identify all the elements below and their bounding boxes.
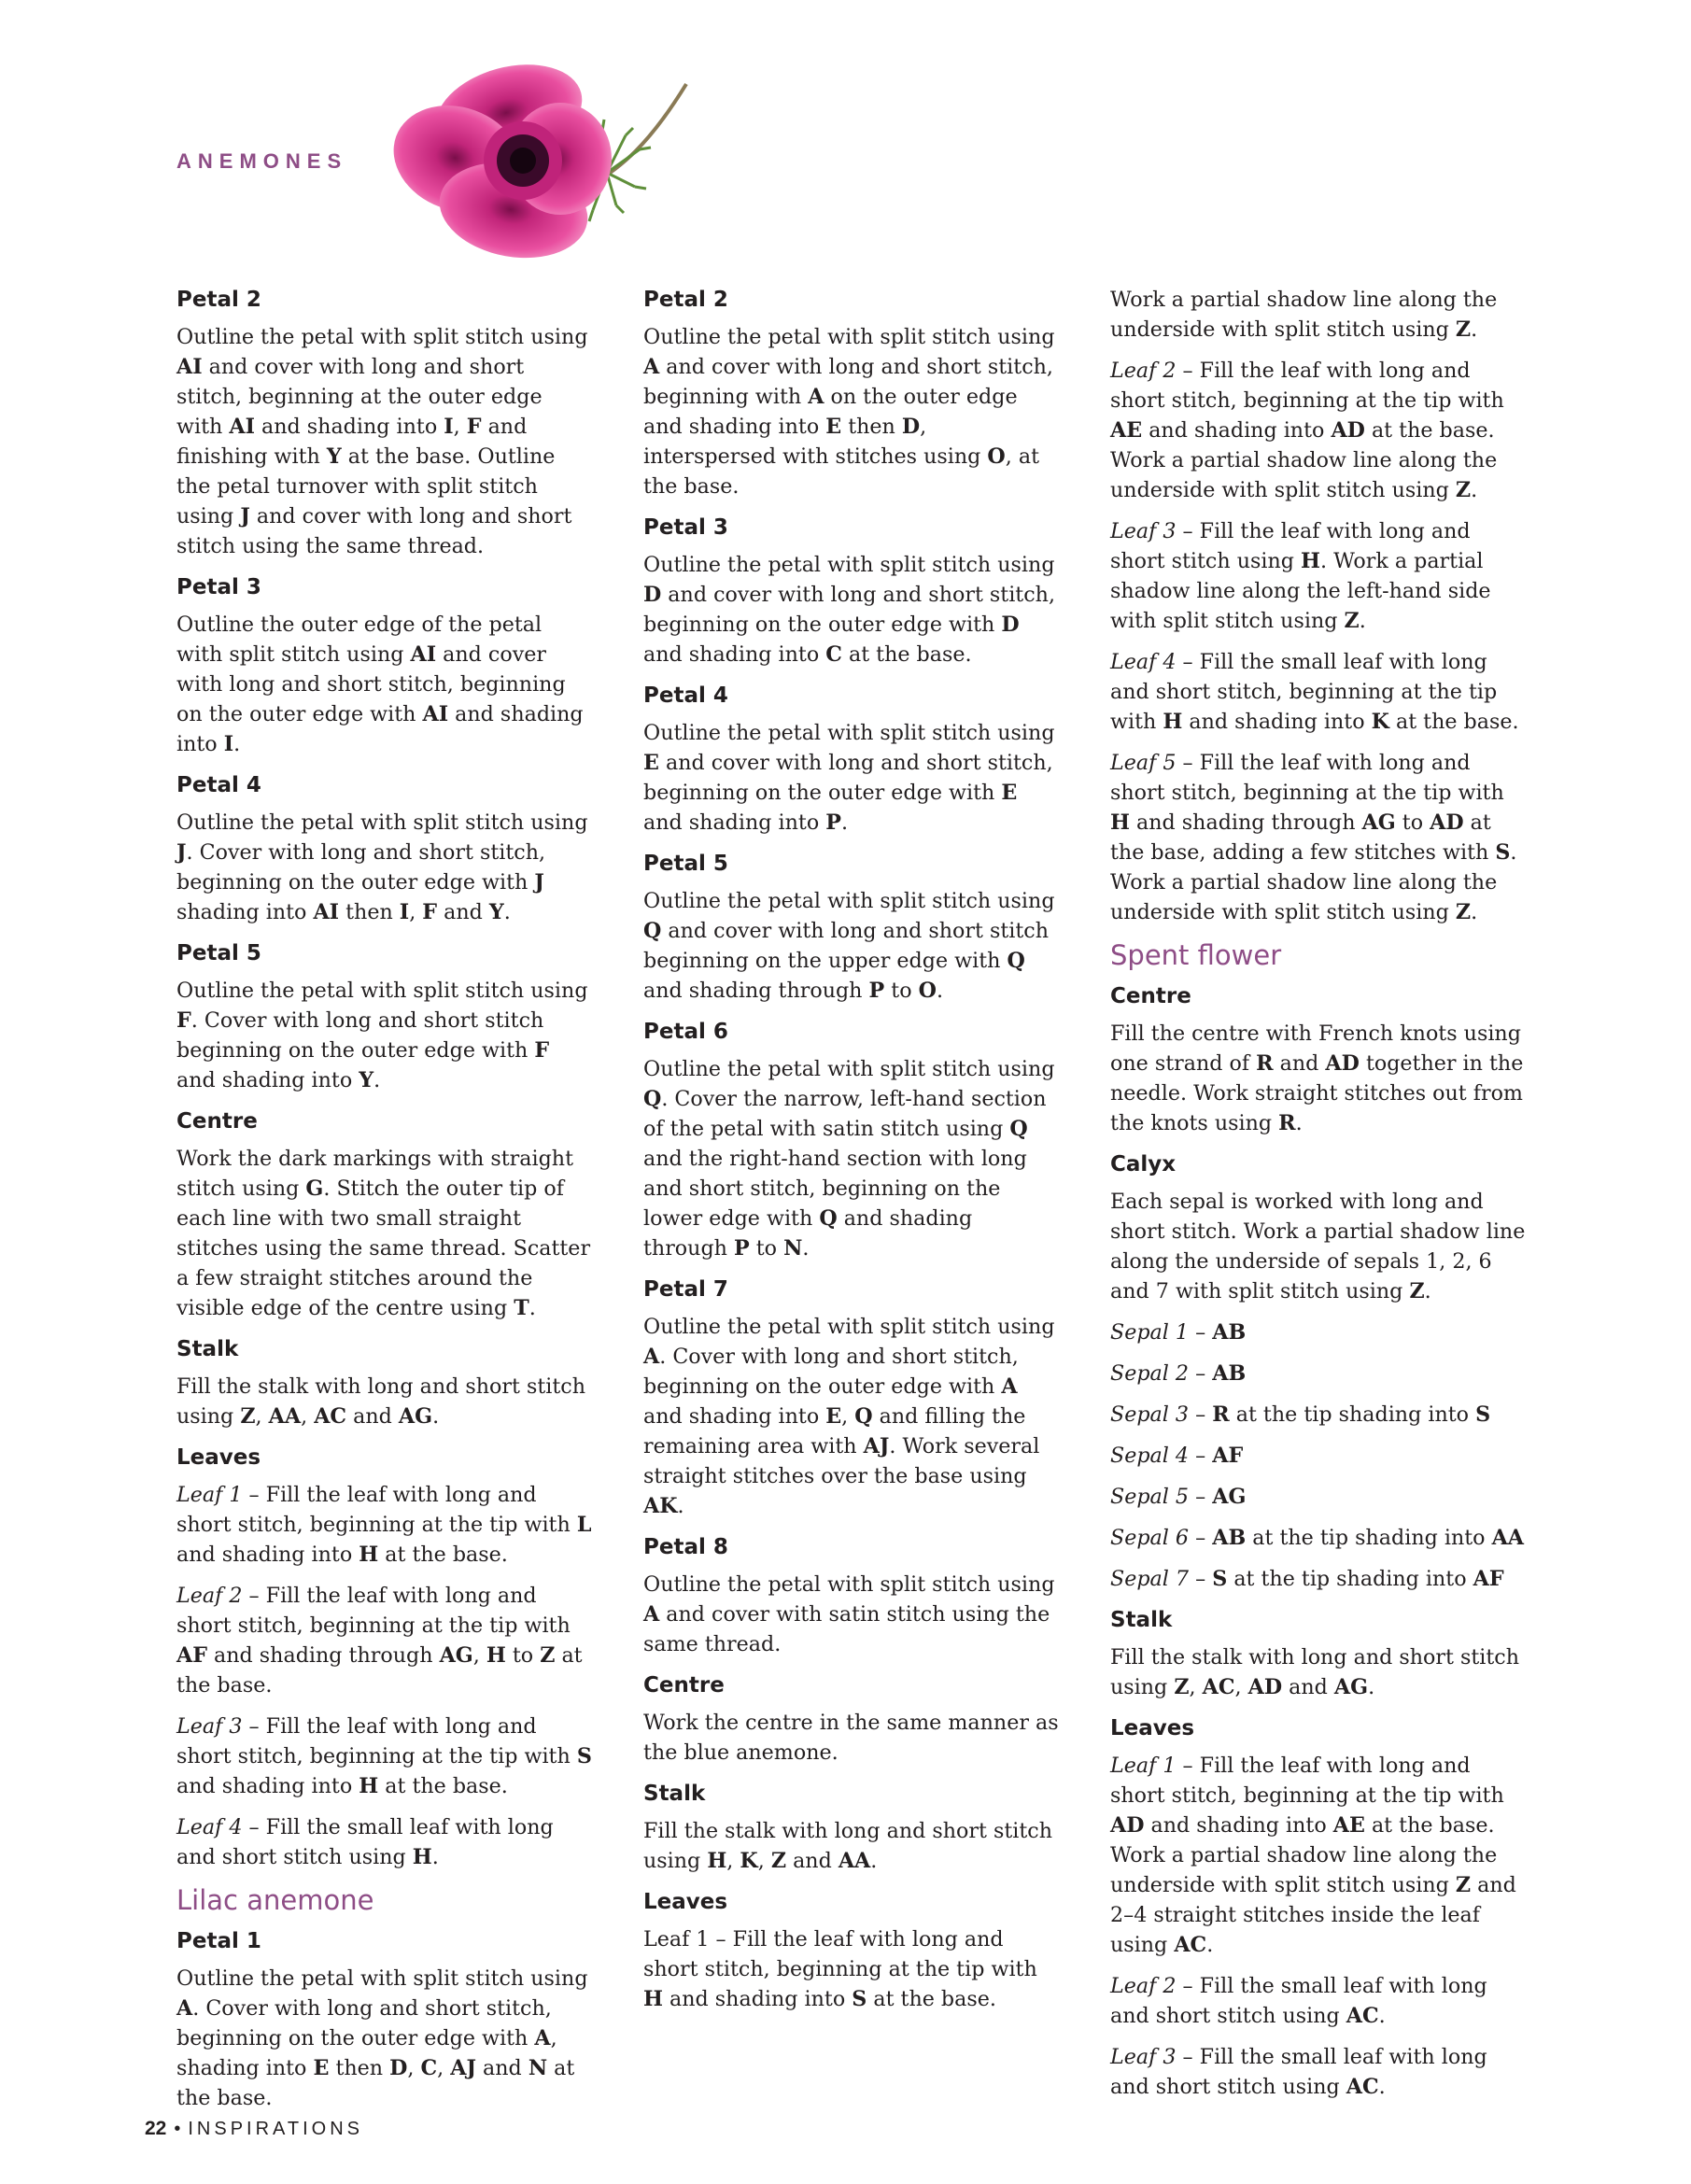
instruction-paragraph: Outline the petal with split stitch using A. Cover with long and short stitch, beginning on the outer edge with A and shading into E, Q and filling the remaining area with AJ. Work several straight stitches over the base using AK.: [643, 1315, 1055, 1518]
subheading: Petal 2: [643, 288, 728, 312]
subheading: Petal 8: [643, 1535, 728, 1559]
instruction-paragraph: Outline the outer edge of the petal with split stitch using AI and cover with long and short stitch, beginning on the outer edge with AI and shading into I.: [176, 613, 584, 756]
instruction-paragraph: Outline the petal with split stitch using Q and cover with long and short stitch beginning on the upper edge with Q and shading through P to O.: [643, 889, 1055, 1003]
instruction-paragraph: Outline the petal with split stitch using A and cover with satin stitch using the same thread.: [643, 1572, 1055, 1656]
instruction-paragraph: Outline the petal with split stitch using A and cover with long and short stitch, beginning with A on the outer edge and shading into E then D, interspersed with stitches using O, at the base.: [643, 325, 1055, 499]
column-2: [643, 285, 1059, 2025]
instruction-paragraph: Outline the petal with split stitch using Q. Cover the narrow, left-hand section of the petal with satin stitch using Q and the right-hand section with long and short stitch, beginning on the lower edge with Q and shading through P to N.: [643, 1057, 1055, 1261]
instruction-paragraph: Sepal 5 – AG: [1110, 1485, 1247, 1509]
instruction-paragraph: Outline the petal with split stitch using F. Cover with long and short stitch beginning on the outer edge with F and shading into Y.: [176, 979, 588, 1092]
footer-separator: •: [174, 2119, 181, 2139]
instruction-paragraph: Sepal 6 – AB at the tip shading into AA: [1110, 1526, 1525, 1550]
instruction-paragraph: Work the centre in the same manner as the blue anemone.: [643, 1711, 1059, 1765]
instruction-paragraph: Leaf 2 – Fill the leaf with long and short stitch, beginning at the tip with AE and shading into AD at the base. Work a partial shadow line along the underside with split stitch using Z.: [1110, 359, 1504, 502]
instruction-paragraph: Leaf 1 – Fill the leaf with long and short stitch, beginning at the tip with H and shading into S at the base.: [643, 1927, 1037, 2011]
colour-heading: Spent flower: [1110, 939, 1282, 971]
page-number: 22: [145, 2118, 167, 2139]
instruction-paragraph: Outline the petal with split stitch using A. Cover with long and short stitch, beginning on the outer edge with A, shading into E then D, C, AJ and N at the base.: [176, 1966, 588, 2110]
subheading: Petal 1: [176, 1929, 261, 1953]
subheading: Petal 4: [176, 773, 261, 797]
subheading: Centre: [1110, 984, 1191, 1008]
instruction-paragraph: Sepal 1 – AB: [1110, 1320, 1247, 1345]
instruction-paragraph: Leaf 2 – Fill the small leaf with long and short stitch using AC.: [1110, 1974, 1487, 2028]
instruction-paragraph: Outline the petal with split stitch using E and cover with long and short stitch, beginning on the outer edge with E and shading into P.: [643, 721, 1055, 835]
instruction-paragraph: Sepal 2 – AB: [1110, 1361, 1247, 1386]
subheading: Leaves: [176, 1445, 261, 1470]
subheading: Petal 5: [176, 941, 261, 965]
subheading: Centre: [176, 1109, 258, 1134]
instruction-paragraph: Leaf 1 – Fill the leaf with long and short stitch, beginning at the tip with AD and shading into AE at the base. Work a partial shadow line along the underside with split stitch using Z and 2–4 straight stitches inside the leaf using AC.: [1110, 1754, 1516, 1957]
subheading: Stalk: [176, 1337, 239, 1361]
instruction-paragraph: Outline the petal with split stitch using D and cover with long and short stitch, beginning on the outer edge with D and shading into C at the base.: [643, 553, 1055, 667]
instruction-paragraph: Leaf 3 – Fill the small leaf with long and short stitch using AC.: [1110, 2045, 1487, 2099]
instruction-paragraph: Leaf 4 – Fill the small leaf with long and short stitch, beginning at the tip with H and shading into K at the base.: [1110, 650, 1519, 734]
instruction-paragraph: Sepal 4 – AF: [1110, 1444, 1244, 1468]
section-label: ANEMONES: [176, 149, 348, 173]
instruction-paragraph: Leaf 1 – Fill the leaf with long and short stitch, beginning at the tip with L and shading into H at the base.: [176, 1483, 592, 1567]
instruction-paragraph: Outline the petal with split stitch using J. Cover with long and short stitch, beginning on the outer edge with J shading into AI then I, F and Y.: [176, 810, 588, 924]
instruction-paragraph: Sepal 3 – R at the tip shading into S: [1110, 1402, 1491, 1427]
subheading: Petal 3: [643, 515, 728, 540]
instruction-paragraph: Fill the stalk with long and short stitch using Z, AC, AD and AG.: [1110, 1645, 1520, 1699]
column-3: [1110, 285, 1526, 2113]
magazine-name: INSPIRATIONS: [188, 2119, 364, 2139]
subheading: Leaves: [643, 1890, 728, 1914]
instruction-paragraph: Work the dark markings with straight stitch using G. Stitch the outer tip of each line with two small straight stitches using the same thread. Scatter a few straight stitches around the visible edge of the centre using T.: [176, 1147, 591, 1320]
subheading: Stalk: [643, 1782, 706, 1806]
instruction-paragraph: Sepal 7 – S at the tip shading into AF: [1110, 1567, 1504, 1591]
subheading: Petal 5: [643, 852, 728, 876]
instruction-paragraph: Leaf 4 – Fill the small leaf with long and short stitch using H.: [176, 1815, 554, 1869]
instruction-paragraph: Leaf 2 – Fill the leaf with long and short stitch, beginning at the tip with AF and shading through AG, H to Z at the base.: [176, 1584, 583, 1698]
subheading: Leaves: [1110, 1716, 1195, 1740]
instruction-paragraph: Leaf 3 – Fill the leaf with long and short stitch, beginning at the tip with S and shading into H at the base.: [176, 1714, 592, 1798]
subheading: Petal 4: [643, 683, 728, 708]
subheading: Stalk: [1110, 1608, 1173, 1632]
instruction-paragraph: Fill the stalk with long and short stitch using H, K, Z and AA.: [643, 1819, 1053, 1873]
instruction-paragraph: Each sepal is worked with long and short stitch. Work a partial shadow line along the underside of sepals 1, 2, 6 and 7 with split stitch using Z.: [1110, 1190, 1526, 1303]
subheading: Petal 2: [176, 288, 261, 312]
instruction-paragraph: Work a partial shadow line along the underside with split stitch using Z.: [1110, 288, 1498, 342]
subheading: Calyx: [1110, 1152, 1177, 1177]
instruction-paragraph: Fill the centre with French knots using one strand of R and AD together in the needle. Work straight stitches out from the knots using R.: [1110, 1022, 1524, 1135]
anemone-flower-image: [369, 56, 714, 285]
page-footer: [145, 2118, 363, 2140]
instruction-paragraph: Leaf 3 – Fill the leaf with long and short stitch using H. Work a partial shadow line along the left-hand side with split stitch using Z.: [1110, 519, 1491, 633]
column-1: [176, 285, 592, 2124]
instruction-paragraph: Leaf 5 – Fill the leaf with long and short stitch, beginning at the tip with H and shading through AG to AD at the base, adding a few stitches with S. Work a partial shadow line along the underside with split stitch using Z.: [1110, 751, 1517, 924]
instruction-paragraph: Fill the stalk with long and short stitch using Z, AA, AC and AG.: [176, 1374, 586, 1429]
subheading: Centre: [643, 1673, 725, 1698]
instruction-paragraph: Outline the petal with split stitch using AI and cover with long and short stitch, beginning at the outer edge with AI and shading into I, F and finishing with Y at the base. Outline the petal turnover with split stitch using J and cover with long and short stitch using the same thread.: [176, 325, 588, 558]
subheading: Petal 3: [176, 575, 261, 599]
colour-heading: Lilac anemone: [176, 1884, 374, 1916]
subheading: Petal 6: [643, 1020, 728, 1044]
subheading: Petal 7: [643, 1277, 728, 1302]
